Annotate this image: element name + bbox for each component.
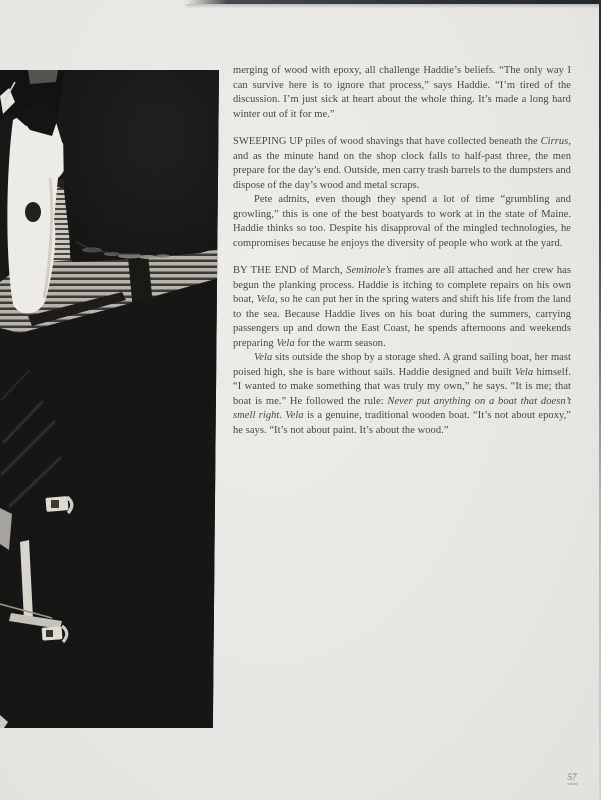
text-run: frames are all attached and her crew has begun the planking process. Haddie is itching to complete repairs on his own boat, bbox=[233, 265, 572, 305]
italic-run: Never put anything on a boat that doesn’t smell right. bbox=[233, 395, 571, 421]
text-run: himself. “I wanted to make something that was truly my own,” he says. “It is me; that boat is me.” He followed the rule: bbox=[233, 366, 571, 407]
page-number: 57 bbox=[567, 772, 577, 782]
paragraph bbox=[233, 264, 571, 351]
text-run: sits outside the shop by a storage shed. A grand sailing boat, her mast poised high, she is bare without sails. Haddie designed and built bbox=[233, 352, 571, 378]
italic-run: Vela bbox=[514, 366, 534, 378]
text-run: , and as the minute hand on the shop clock falls to half-past three, the men prepare for the day’s end. Outside, men carry trash barrels to the dumpsters and dispose of the day’s wood and metal scraps. bbox=[233, 136, 571, 191]
text-run: Pete admits, even though they spend a lot of time “grumbling and growling,” this is one of the best boatyards to work at in the state of Maine. Haddie thinks so too. Despite his disapproval of the mingled technologies, he compromises because he enjoys the diversity of people who work at the yard. bbox=[233, 194, 571, 249]
text-run: is a genuine, traditional wooden boat. “It’s not about epoxy,” he says. “It’s not about paint. It’s about the wood.” bbox=[233, 410, 571, 436]
italic-run: Seminole’s bbox=[346, 265, 392, 276]
article-text-column bbox=[233, 64, 571, 438]
paragraph bbox=[233, 193, 571, 251]
italic-run: Vela bbox=[254, 352, 273, 363]
paragraph bbox=[233, 351, 571, 438]
italic-run: Vela bbox=[285, 410, 304, 421]
italic-run: Cirrus bbox=[540, 136, 569, 147]
italic-run: Vela bbox=[256, 294, 275, 305]
text-run: for the warm season. bbox=[294, 337, 386, 349]
page-number-block bbox=[564, 772, 580, 785]
folio-mark bbox=[567, 783, 578, 785]
paragraph bbox=[233, 64, 571, 122]
text-run: , so he can put her in the spring waters and shift his life from the land to the sea. Because Haddie lives on his boat during the summers, carrying passengers up and down the East Coast, he spends afternoons and weekends preparing bbox=[233, 294, 571, 349]
paragraph bbox=[233, 135, 571, 193]
text-run: merging of wood with epoxy, all challenge Haddie’s beliefs. “The only way I can survive here is to ignore that process,” says Haddie. “I’m tired of the discussion. I’m just sick at heart about the whole thing. It’s made a long hard winter out of it for me.” bbox=[233, 65, 571, 120]
italic-run: Vela bbox=[276, 337, 295, 349]
text-run: BY THE END of March, bbox=[233, 265, 347, 276]
boatyard-photograph bbox=[0, 70, 219, 728]
boatyard-photo-graphic bbox=[0, 70, 219, 728]
text-run: SWEEPING UP piles of wood shavings that have collected beneath the bbox=[233, 136, 541, 147]
scan-top-edge-shadow bbox=[186, 0, 601, 4]
